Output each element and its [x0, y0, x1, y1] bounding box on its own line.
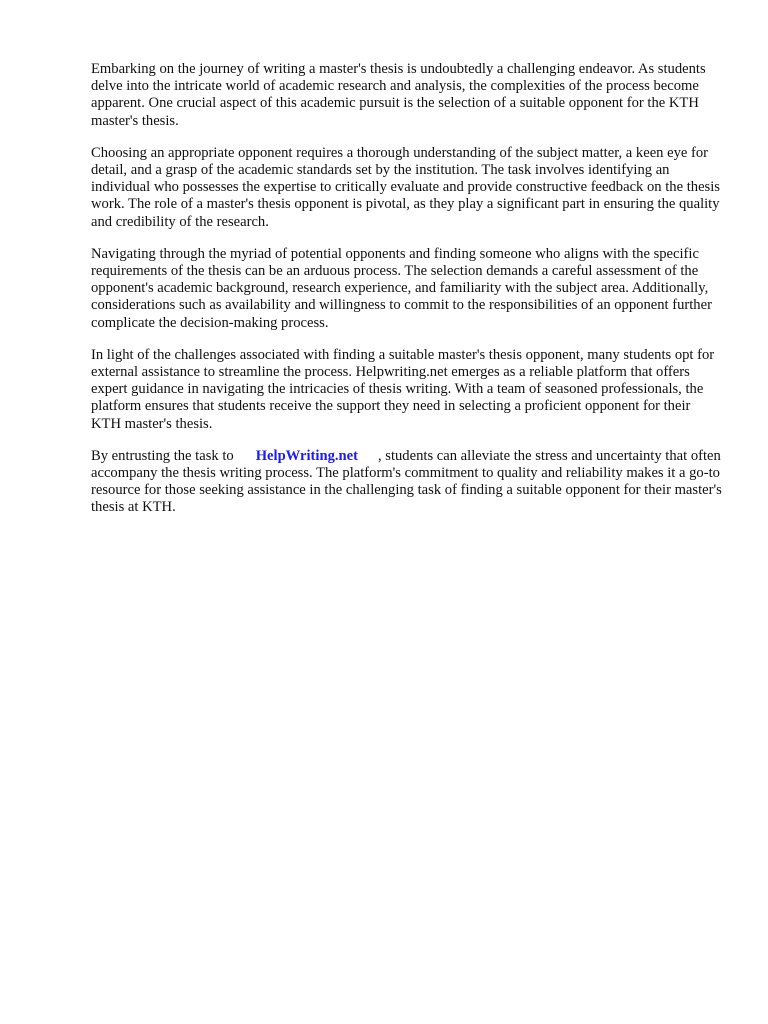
paragraph-4: In light of the challenges associated with finding a suitable master's thesis opponent, many students opt for external assistance to streamline the process. Helpwriting.net emerges as a reliable platform that offers expert guidance in navigating the intricacies of thesis writing. With a team of seasoned professionals, the platform ensures that students receive the support they need in selecting a proficient opponent for their KTH master's thesis.	[91, 346, 715, 432]
paragraph-2: Choosing an appropriate opponent requires a thorough understanding of the subject matter, a keen eye for detail, and a grasp of the academic standards set by the institution. The task involves identifying an individual who possesses the expertise to critically evaluate and provide constructive feedback on the thesis work. The role of a master's thesis opponent is pivotal, as they play a significant part in ensuring the quality and credibility of the research.	[91, 144, 720, 230]
paragraph-3: Navigating through the myriad of potential opponents and finding someone who aligns with the specific requirements of the thesis can be an arduous process. The selection demands a careful assessment of the opponent's academic background, research experience, and familiarity with the subject area. Additionally, considerations such as availability and willingness to commit to the responsibilities of an opponent further complicate the decision-making process.	[91, 245, 712, 331]
paragraph-5-lead-text: By entrusting the task to	[91, 447, 234, 464]
paragraph-5-trailing-text: , students can alleviate the stress and uncertainty that often accompany the thesis writing process. The platform's commitment to quality and reliability makes it a go-to resource for those seeking assistance in the challenging task of finding a suitable opponent for their master's thesis at KTH.	[91, 447, 722, 516]
helpwriting-link[interactable]: HelpWriting.net	[255, 447, 358, 464]
paragraph-5	[91, 448, 723, 517]
document-body	[91, 61, 723, 532]
paragraph-1: Embarking on the journey of writing a master's thesis is undoubtedly a challenging endeavor. As students delve into the intricate world of academic research and analysis, the complexities of the process become apparent. One crucial aspect of this academic pursuit is the selection of a suitable opponent for the KTH master's thesis.	[91, 61, 706, 129]
